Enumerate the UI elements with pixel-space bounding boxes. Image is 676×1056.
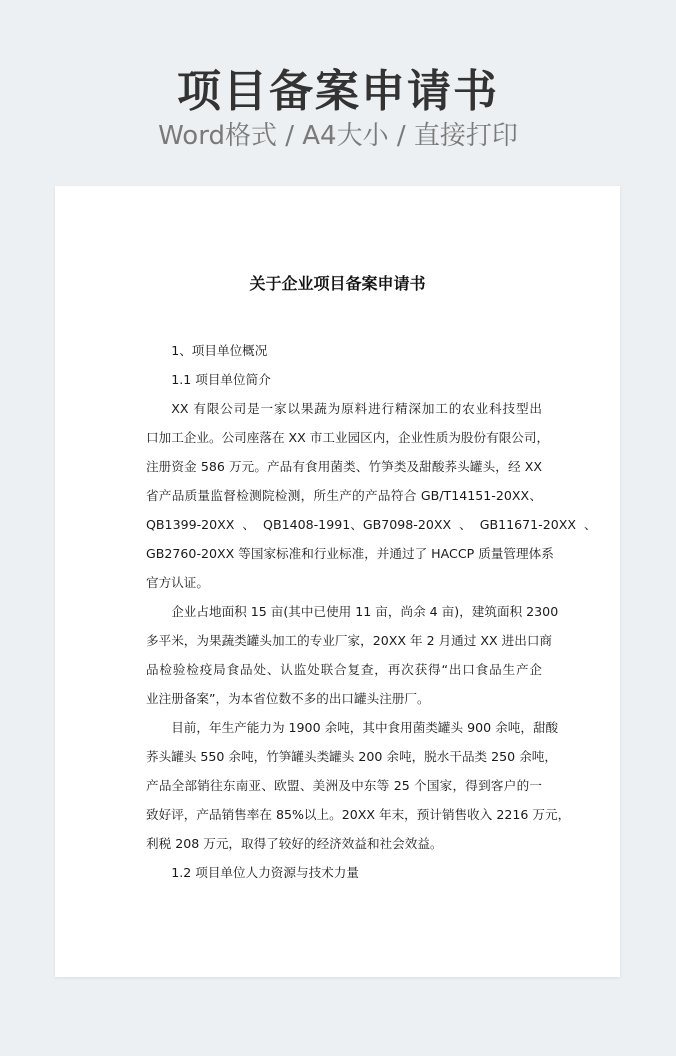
paragraph-line: 企业占地面积 15 亩(其中已使用 11 亩，尚余 4 亩)，建筑面积 2300: [171, 604, 559, 619]
page-header: [0, 0, 676, 186]
page-title: 项目备案申请书: [177, 66, 499, 117]
paragraph-line: 品检验检疫局食品处、认监处联合复查，再次获得“出口食品生产企: [146, 662, 542, 677]
subsection-heading: 1.1 项目单位简介: [171, 372, 271, 387]
paragraph-line: 荞头罐头 550 余吨，竹笋罐头类罐头 200 余吨，脱水干品类 250 余吨，: [146, 749, 557, 764]
paragraph-line: 多平米，为果蔬类罐头加工的专业厂家，20XX 年 2 月通过 XX 进出口商: [146, 633, 553, 648]
paragraph-line: 利税 208 万元，取得了较好的经济效益和社会效益。: [146, 836, 443, 851]
subsection-heading: 1.2 项目单位人力资源与技术力量: [171, 865, 359, 880]
paragraph-line: 业注册备案”，为本省位数不多的出口罐头注册厂。: [146, 691, 430, 706]
document-page: [55, 186, 620, 977]
paragraph-line: GB2760-20XX 等国家标准和行业标准，并通过了 HACCP 质量管理体系: [146, 546, 554, 561]
paragraph-line: XX 有限公司是一家以果蔬为原料进行精深加工的农业科技型出: [171, 401, 542, 416]
paragraph-line: 致好评，产品销售率在 85%以上。20XX 年末，预计销售收入 2216 万元，: [146, 807, 571, 822]
paragraph-line: 产品全部销往东南亚、欧盟、美洲及中东等 25 个国家，得到客户的一: [146, 778, 542, 793]
paragraph-line: 官方认证。: [146, 575, 209, 590]
document-body: [146, 336, 597, 887]
page-subtitle: Word格式 / A4大小 / 直接打印: [158, 121, 518, 151]
section-heading: 1、项目单位概况: [171, 343, 268, 358]
paragraph-line: 目前，年生产能力为 1900 余吨，其中食用菌类罐头 900 余吨，甜酸: [171, 720, 559, 735]
paragraph-line: 省产品质量监督检测院检测，所生产的产品符合 GB/T14151-20XX、: [146, 488, 542, 503]
paragraph-line: QB1399-20XX 、 QB1408-1991、GB7098-20XX 、 GB11671-20XX 、: [146, 517, 597, 532]
document-title: 关于企业项目备案申请书: [249, 274, 426, 293]
paragraph-line: 注册资金 586 万元。产品有食用菌类、竹笋类及甜酸荞头罐头，经 XX: [146, 459, 542, 474]
paragraph-line: 口加工企业。公司座落在 XX 市工业园区内，企业性质为股份有限公司，: [146, 430, 550, 445]
